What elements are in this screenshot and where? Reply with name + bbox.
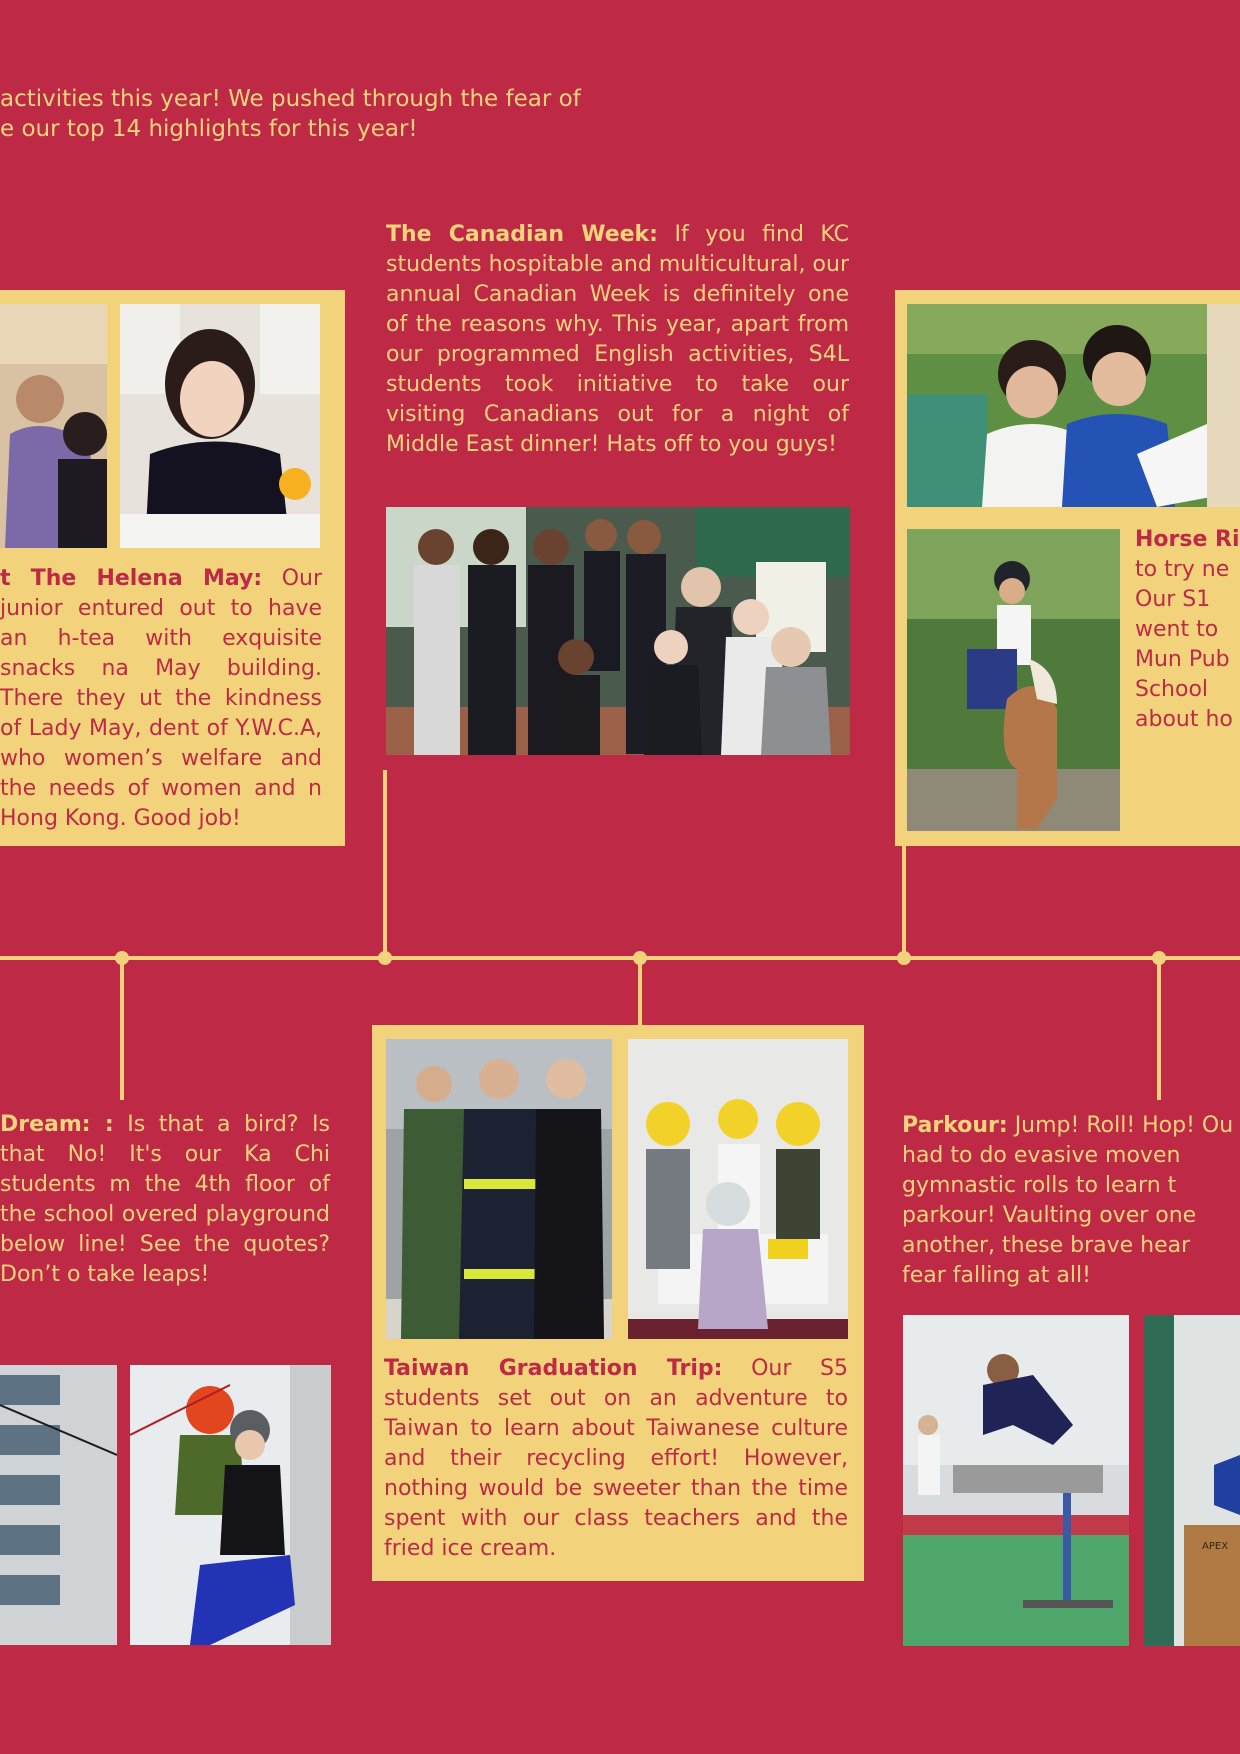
horse-line-6: about ho: [1135, 707, 1233, 732]
canadian-group-photo: [386, 507, 850, 755]
timeline-dot: [378, 951, 392, 965]
timeline-connector-taiwan: [638, 958, 642, 1028]
dream-title: Dream: :: [0, 1112, 114, 1137]
dream-photo-abseil: [130, 1365, 331, 1645]
helena-may-card: [0, 290, 345, 846]
dream-text: [0, 1110, 330, 1290]
horse-line-3: went to: [1135, 617, 1219, 642]
taiwan-trip-card: [372, 1025, 864, 1581]
taiwan-photo-firefighter: [386, 1039, 612, 1339]
parkour-text: [902, 1111, 1240, 1291]
horse-line-2: Our S1: [1135, 587, 1211, 612]
horse-photo-students: [907, 304, 1240, 507]
timeline-dot: [633, 951, 647, 965]
horse-title: Horse Ri: [1135, 527, 1240, 552]
timeline-dot: [115, 951, 129, 965]
parkour-photo-box: [1144, 1315, 1240, 1646]
timeline-main-line: [0, 956, 1240, 960]
canadian-week-text: [386, 220, 849, 460]
apex-box-label: APEX: [1202, 1541, 1229, 1552]
horse-text: [1135, 525, 1240, 735]
canadian-title: The Canadian Week:: [386, 222, 658, 247]
timeline-dot: [1152, 951, 1166, 965]
timeline-connector-dream: [120, 958, 124, 1100]
parkour-body: Jump! Roll! Hop! Ou had to do evasive moven gymnastic rolls to learn t parkour! Vaulting over one another, these brave hear fear falling at all!: [902, 1113, 1234, 1288]
horse-riding-card: [895, 290, 1240, 846]
timeline-connector-horse: [902, 846, 906, 958]
parkour-title: Parkour:: [902, 1113, 1008, 1138]
helena-body: Our junior entured out to have an h-tea with exquisite snacks na May building. There they ut the kindness of Lady May, dent of Y.W.C.A, who women’s welfare and the needs of women and n Hong Kong. Good job!: [0, 566, 322, 831]
helena-photo-2: [120, 304, 320, 548]
taiwan-title: Taiwan Graduation Trip:: [384, 1356, 723, 1381]
timeline-connector-canadian: [383, 770, 387, 958]
horse-line-1: to try ne: [1135, 557, 1230, 582]
taiwan-text: [384, 1354, 848, 1564]
taiwan-body: Our S5 students set out on an adventure to Taiwan to learn about Taiwanese culture and their recycling effort! However, nothing would be sweeter than the time spent with our class teachers and the fried ice cream.: [384, 1356, 848, 1561]
helena-title: t The Helena May:: [0, 566, 263, 591]
canadian-body: If you find KC students hospitable and multicultural, our annual Canadian Week is definitely one of the reasons why. This year, apart from our programmed English activities, S4L students took initiative to take our visiting Canadians out for a night of Middle East dinner! Hats off to you guys!: [386, 222, 849, 457]
parkour-photo-vault: [903, 1315, 1129, 1646]
timeline-dot: [897, 951, 911, 965]
horse-line-5: School: [1135, 677, 1209, 702]
helena-photo-1: [0, 304, 107, 548]
taiwan-photo-costumes: [628, 1039, 848, 1339]
intro-text: [0, 84, 640, 144]
dream-body: Is that a bird? Is that No! It's our Ka Chi students m the 4th floor of the school overed playground below line! See the quotes? Don’t o take leaps!: [0, 1112, 331, 1287]
intro-line-2: e our top 14 highlights for this year!: [0, 116, 418, 142]
horse-line-4: Mun Pub: [1135, 647, 1230, 672]
dream-photo-building: [0, 1365, 117, 1645]
timeline-connector-parkour: [1157, 958, 1161, 1100]
horse-photo-rider: [907, 529, 1120, 831]
helena-text: [0, 564, 322, 834]
intro-line-1: activities this year! We pushed through the fear of: [0, 86, 581, 112]
